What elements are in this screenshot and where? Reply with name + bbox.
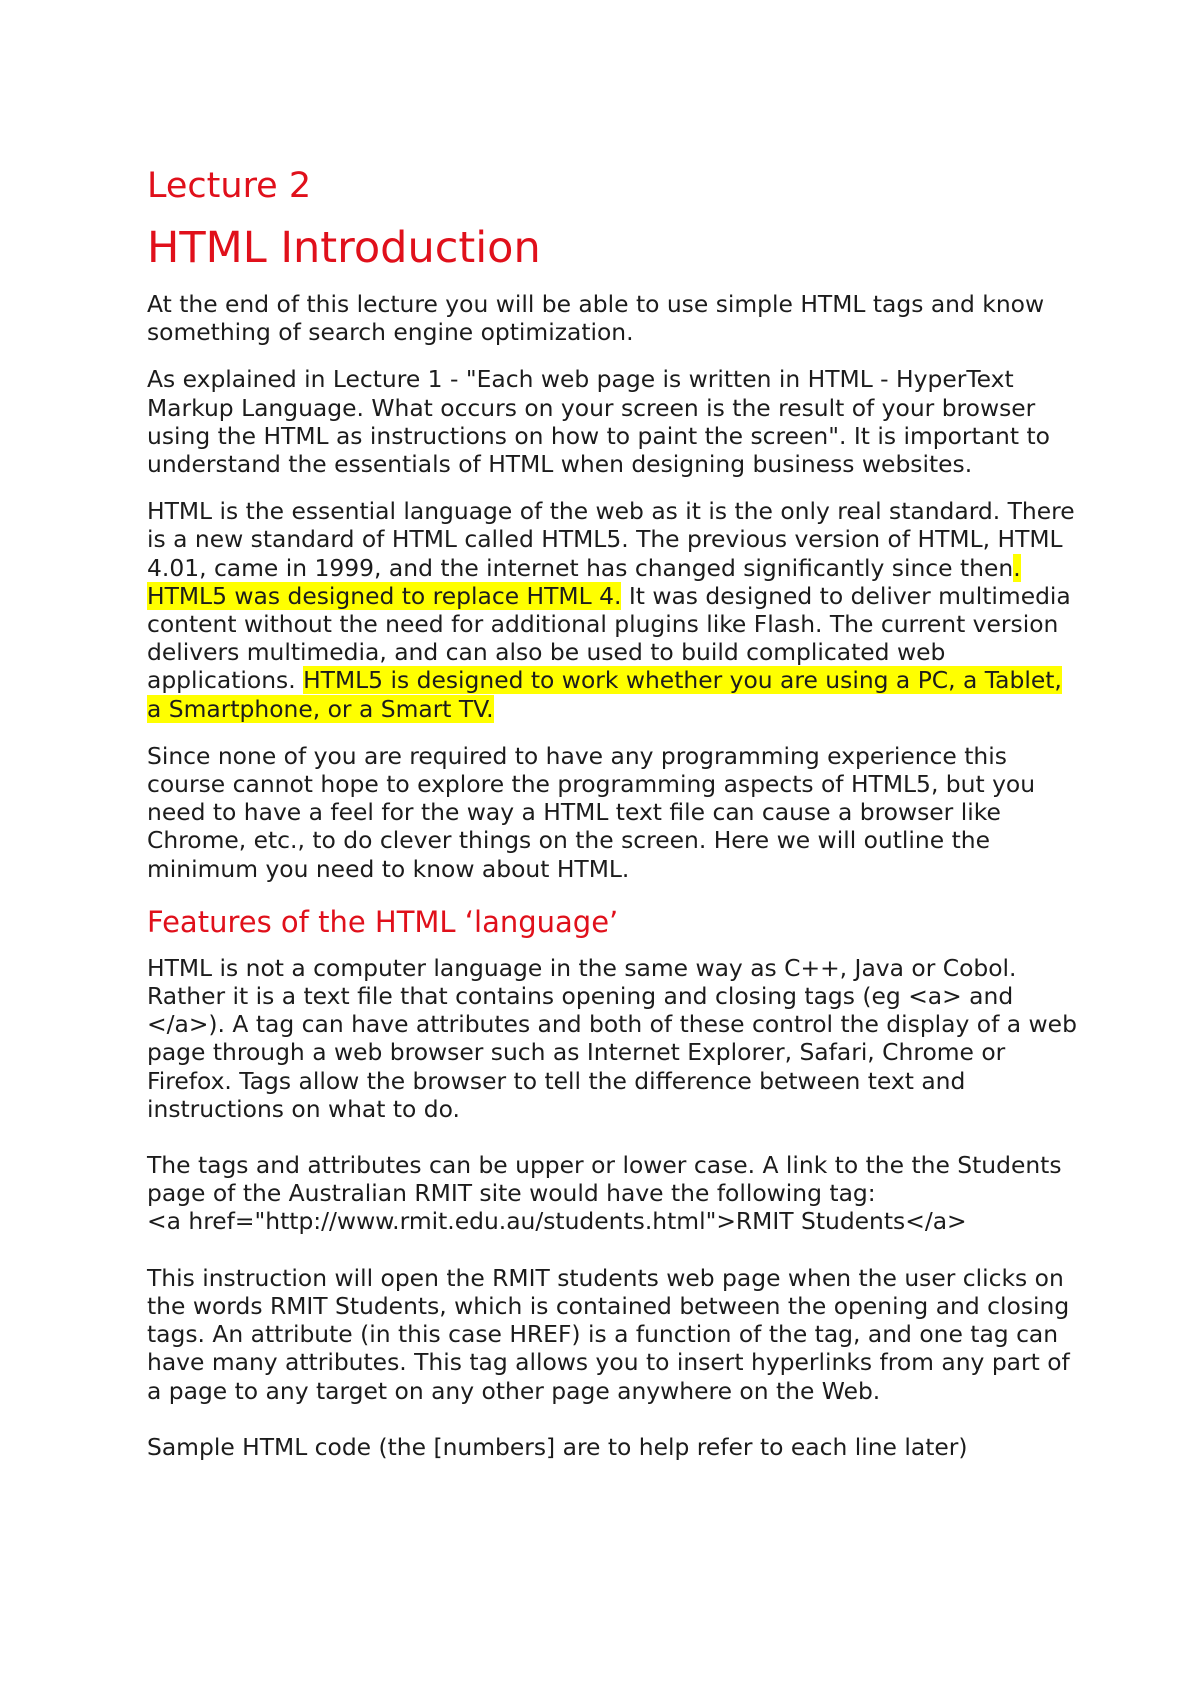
intro-paragraph: At the end of this lecture you will be able to use simple HTML tags and know something of search engine optimization. xyxy=(147,290,1045,347)
html5-paragraph xyxy=(147,497,1077,723)
document-page xyxy=(147,162,1077,1480)
html5-text-part2: It was designed to deliver multimedia content without the need for additional plugins like Flash. The current version delivers multimedia, and can also be used to build complicated web applications. xyxy=(147,581,1071,695)
page-title: HTML Introduction xyxy=(147,223,541,273)
html5-highlight-replace: . HTML5 was designed to replace HTML 4. xyxy=(147,553,1021,610)
instruction-paragraph: This instruction will open the RMIT students web page when the user clicks on the words RMIT Students, which is contained between the opening and closing tags. An attribute (in this case HREF) is a function of the tag, and one tag can have many attributes. This tag allows you to insert hyperlinks from any part of a page to any target on any other page anywhere on the Web. xyxy=(147,1263,1070,1405)
programming-paragraph: Since none of you are required to have any programming experience this course cannot hope to explore the programming aspects of HTML5, but you need to have a feel for the way a HTML text file can cause a browser like Chrome, etc., to do clever things on the screen. Here we will outline the minimum you need to know about HTML. xyxy=(147,741,1036,883)
html5-text-part1: HTML is the essential language of the web as it is the only real standard. There is a new standard of HTML called HTML5. The previous version of HTML, HTML 4.01, came in 1999, and the internet has changed significantly since then xyxy=(147,497,1075,582)
features-heading: Features of the HTML ‘language’ xyxy=(147,904,619,939)
case-text: The tags and attributes can be upper or lower case. A link to the the Students page of the Australian RMIT site would have the following tag: xyxy=(147,1151,1062,1208)
code-example: <a href="http://www.rmit.edu.au/students.html">RMIT Students</a> xyxy=(147,1207,967,1236)
sample-code-caption: Sample HTML code (the [numbers] are to help refer to each line later) xyxy=(147,1432,968,1461)
case-paragraph xyxy=(147,1151,1077,1236)
html5-highlight-devices: HTML5 is designed to work whether you are using a PC, a Tablet, a Smartphone, or a Smart TV. xyxy=(147,666,1062,723)
tags-paragraph: HTML is not a computer language in the same way as C++, Java or Cobol. Rather it is a text file that contains opening and closing tags (eg <a> and </a>). A tag can have attributes and both of these control the display of a web page through a web browser such as Internet Explorer, Safari, Chrome or Firefox. Tags allow the browser to tell the difference between text and instructions on what to do. xyxy=(147,953,1077,1123)
lecture-label: Lecture 2 xyxy=(147,166,312,206)
lecture1-paragraph: As explained in Lecture 1 - "Each web page is written in HTML - HyperText Markup Language. What occurs on your screen is the result of your browser using the HTML as instructions on how to paint the screen". It is important to understand the essentials of HTML when designing business websites. xyxy=(147,365,1050,479)
